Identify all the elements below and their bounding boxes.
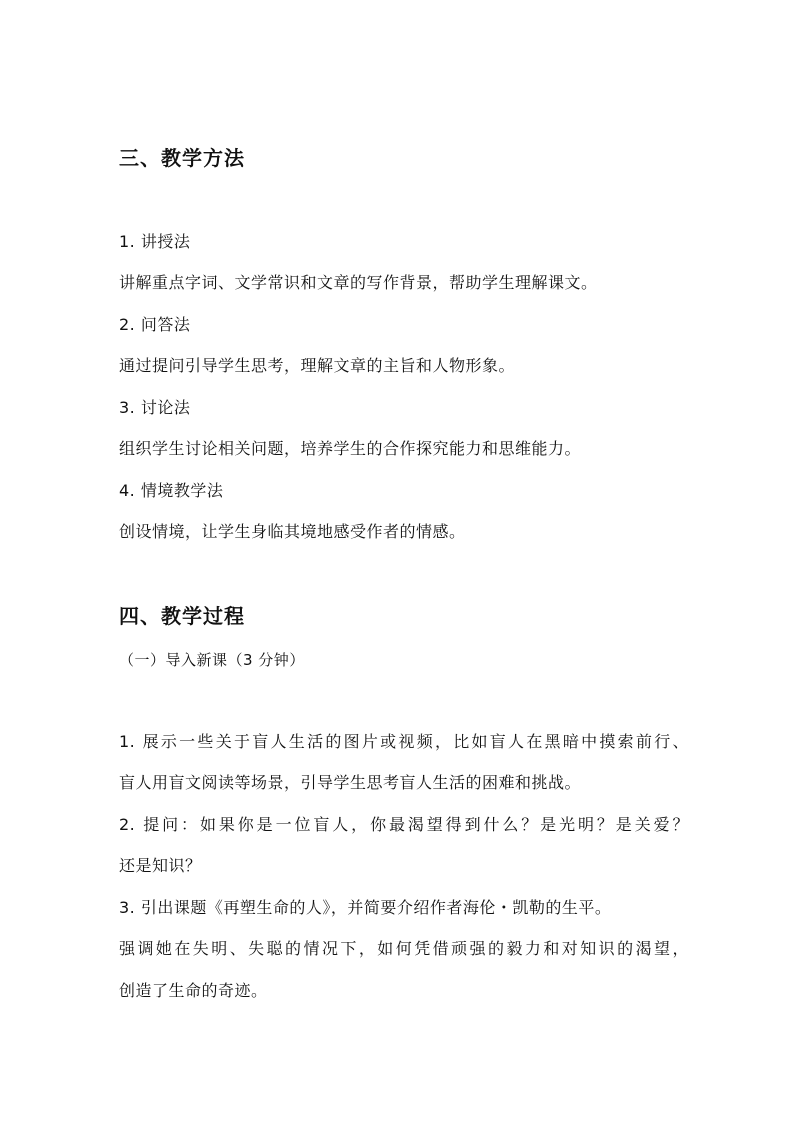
method-desc-discussion: 组织学生讨论相关问题，培养学生的合作探究能力和思维能力。 xyxy=(119,439,582,458)
method-desc-lecture: 讲解重点字词、文学常识和文章的写作背景，帮助学生理解课文。 xyxy=(119,273,598,292)
intro-paragraph-line: 1. 展示一些关于盲人生活的图片或视频，比如盲人在黑暗中摸索前行、 xyxy=(119,732,689,751)
method-title-situational: 4. 情境教学法 xyxy=(119,481,224,500)
intro-paragraph-line: 3. 引出课题《再塑生命的人》，并简要介绍作者海伦・凯勒的生平。 xyxy=(119,898,612,917)
intro-paragraph-line: 2. 提问：如果你是一位盲人，你最渴望得到什么？是光明？是关爱？ xyxy=(119,815,689,834)
subsection-heading-intro: （一）导入新课（3 分钟） xyxy=(119,651,305,669)
intro-paragraph-line: 还是知识？ xyxy=(119,856,202,875)
section-heading-teaching-process: 四、教学过程 xyxy=(119,604,245,628)
method-title-lecture: 1. 讲授法 xyxy=(119,232,191,251)
section-heading-teaching-methods: 三、教学方法 xyxy=(119,146,245,170)
intro-paragraph-line: 强调她在失明、失聪的情况下，如何凭借顽强的毅力和对知识的渴望， xyxy=(119,939,689,958)
method-title-qa: 2. 问答法 xyxy=(119,315,191,334)
intro-paragraph-line: 创造了生命的奇迹。 xyxy=(119,981,268,1000)
method-title-discussion: 3. 讨论法 xyxy=(119,398,191,417)
method-desc-qa: 通过提问引导学生思考，理解文章的主旨和人物形象。 xyxy=(119,356,516,375)
method-desc-situational: 创设情境，让学生身临其境地感受作者的情感。 xyxy=(119,522,466,541)
intro-paragraph-line: 盲人用盲文阅读等场景，引导学生思考盲人生活的困难和挑战。 xyxy=(119,773,582,792)
